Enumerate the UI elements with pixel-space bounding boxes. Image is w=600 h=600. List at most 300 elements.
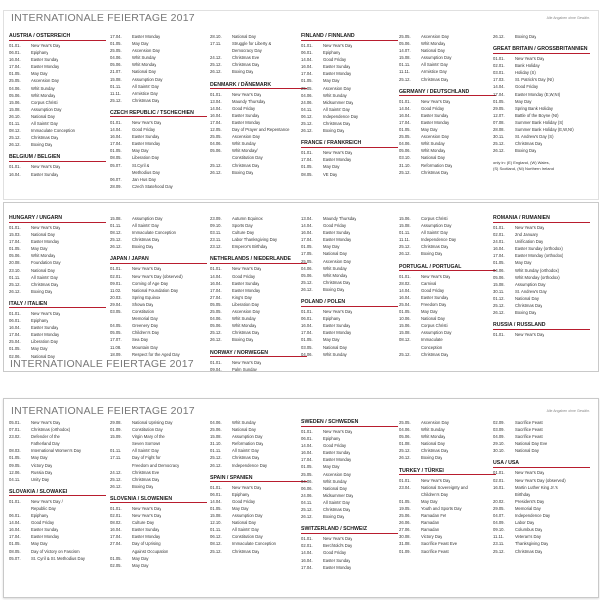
holiday-name: Berchtold's Day: [323, 543, 353, 549]
holiday-date: 01.01.: [110, 119, 122, 125]
holiday-date: 01.01.: [9, 43, 21, 48]
holiday-date: 25.12.: [399, 244, 411, 250]
holiday-date: 11.11.: [493, 534, 505, 540]
holiday-name: Boxing Day: [31, 288, 53, 294]
holiday-column: [399, 419, 496, 555]
holiday-date: 01.11.: [110, 83, 122, 89]
holiday-row: [399, 98, 496, 105]
holiday-date: 04.06.: [493, 267, 505, 273]
holiday-name: Christmas (orthodox): [31, 427, 71, 433]
country-heading: JAPAN / JAPAN: [110, 256, 207, 264]
holiday-row: [210, 68, 307, 75]
holiday-name: Ascension Day: [421, 34, 449, 39]
holiday-date: 25.12.: [301, 507, 313, 513]
holiday-name: May Day: [31, 246, 48, 252]
holiday-row: [493, 533, 590, 540]
holiday-name: Sea Day: [132, 337, 149, 343]
holiday-date: 26.12.: [493, 148, 505, 154]
holiday-date: 26.12.: [493, 34, 505, 39]
card-title: INTERNATIONALE FEIERTAGE 2017: [10, 358, 194, 370]
holiday-row: [399, 419, 496, 426]
holiday-row: [110, 505, 207, 512]
holiday-name: National Day: [31, 353, 55, 359]
holiday-date: 25.05.: [399, 134, 411, 140]
holiday-row: [9, 274, 106, 281]
holiday-row: [210, 505, 307, 512]
holiday-name: Good Friday: [515, 84, 539, 90]
country-heading: DENMARK / DÄNEMARK: [210, 82, 307, 90]
holiday-name: Victory Day: [31, 462, 53, 468]
holiday-row: [399, 280, 496, 287]
holiday-name: Summer Bank Holiday (E,W,NI): [515, 127, 574, 133]
holiday-name: Easter Monday: [323, 237, 352, 243]
holiday-row: [399, 540, 496, 547]
holiday-name: New Year's Day (observed): [515, 477, 566, 483]
holiday-name: Christmas Day: [421, 169, 449, 175]
holiday-row: [9, 310, 106, 317]
holiday-name: Bank Holiday: [515, 63, 540, 69]
holiday-date: 01.01.: [399, 273, 411, 279]
holiday-row: [9, 224, 106, 231]
holiday-row: [210, 119, 307, 126]
holiday-date: 04.06.: [301, 92, 313, 98]
country-heading: SWEDEN / SCHWEDEN: [301, 419, 398, 427]
holiday-row: [399, 533, 496, 540]
holiday-row: [9, 49, 106, 56]
holiday-date: 06.01.: [301, 436, 313, 442]
holiday-date: 01.01.: [210, 266, 222, 272]
holiday-name: Independence Day: [515, 513, 551, 519]
holiday-row: [110, 512, 207, 519]
holiday-name: Christmas Eve: [132, 469, 160, 475]
holiday-row: [110, 33, 207, 40]
holiday-name: Christmas Day: [232, 455, 260, 461]
holiday-row: [210, 491, 307, 498]
holiday-name: Ascension Day: [232, 309, 260, 315]
holiday-row: [210, 265, 307, 272]
holiday-date: [9, 440, 31, 447]
holiday-row: [399, 54, 496, 61]
holiday-row: [301, 322, 398, 329]
holiday-row: [210, 162, 307, 169]
holiday-date: 25.05.: [110, 48, 122, 54]
holiday-row: [110, 183, 207, 190]
holiday-name: All Saints' Day: [421, 230, 448, 236]
holiday-name: Carnival: [421, 280, 437, 286]
holiday-name: Christmas Day: [132, 97, 160, 103]
holiday-row: [110, 315, 207, 322]
holiday-row: [210, 447, 307, 454]
holiday-date: 01.11.: [9, 121, 21, 127]
holiday-name: Boxing Day: [323, 514, 345, 520]
holiday-name: Virgin Mary of the: [132, 434, 165, 440]
country-heading: CZECH REPUBLIC / TSCHECHIEN: [110, 110, 207, 118]
holiday-date: 26.12.: [301, 514, 313, 520]
holiday-row: [9, 548, 106, 555]
holiday-date: 17.04.: [301, 157, 313, 163]
holiday-row: [9, 505, 106, 512]
holiday-name: St. Patrick's Day (NI): [515, 77, 554, 83]
holiday-name: Czech Statehood Day: [132, 183, 173, 189]
holiday-name: Fatherland Day: [31, 441, 60, 447]
holiday-name: May Day: [421, 309, 438, 315]
holiday-name: All Saints' Day: [31, 121, 58, 127]
holiday-row: [399, 76, 496, 83]
holiday-date: 03.05.: [301, 344, 313, 350]
holiday-name: Christmas Day: [323, 279, 351, 285]
holiday-row: [210, 512, 307, 519]
holiday-date: 06.01.: [9, 513, 21, 519]
holiday-date: 12.10.: [210, 520, 222, 526]
holiday-date: 02.01.: [493, 63, 505, 69]
holiday-row: [9, 440, 106, 447]
holiday-row: [301, 272, 398, 279]
holiday-date: 02.01.: [493, 232, 505, 238]
holiday-row: [399, 126, 496, 133]
holiday-date: 16.04.: [301, 64, 313, 70]
holiday-name: New Year's Day: [232, 484, 262, 490]
holiday-row: [399, 548, 496, 555]
holiday-date: 01.01.: [301, 43, 313, 48]
holiday-name: Whit Monday: [31, 253, 56, 259]
holiday-name: Easter Sunday: [323, 323, 351, 329]
holiday-date: 11.08.: [110, 344, 122, 350]
holiday-name: National Day: [232, 520, 256, 526]
holiday-name: Spring Bank Holiday: [515, 105, 553, 111]
holiday-name: Easter Sunday: [232, 112, 260, 118]
holiday-row: [493, 484, 590, 491]
holiday-date: 17.04.: [301, 71, 313, 77]
holiday-row: [493, 526, 590, 533]
holiday-row: [210, 236, 307, 243]
holiday-name: Ascension Day: [323, 85, 351, 91]
holiday-date: 08.05.: [9, 548, 21, 554]
holiday-date: 19.05.: [399, 505, 411, 511]
holiday-name: Mountain Day: [132, 344, 158, 350]
holiday-row: [493, 519, 590, 526]
holiday-name: Easter Sunday: [132, 527, 160, 533]
holiday-row: [110, 273, 207, 280]
holiday-date: 01.11.: [9, 274, 21, 280]
holiday-row: [301, 442, 398, 449]
holiday-name: Epiphany: [31, 318, 49, 324]
holiday-date: 01.11.: [110, 223, 122, 229]
holiday-date: 12.07.: [493, 112, 505, 118]
holiday-name: Ascension Day: [421, 420, 449, 425]
holiday-name: Midsummer Day: [323, 492, 354, 498]
holiday-name: All Saints' Day: [132, 223, 159, 229]
holiday-row: [210, 33, 307, 40]
holiday-row: [493, 281, 590, 288]
holiday-name: Defender of the: [31, 434, 60, 440]
holiday-column: [493, 419, 590, 555]
holiday-name: Good Friday: [323, 550, 347, 556]
holiday-name: Russia Day: [31, 469, 53, 475]
holiday-date: [110, 315, 132, 322]
holiday-row: [493, 76, 590, 83]
holiday-date: 05.07.: [9, 555, 21, 561]
holiday-row: [210, 462, 307, 469]
holiday-date: 27.04.: [110, 541, 122, 547]
holiday-date: 23.02.: [9, 434, 21, 440]
holiday-name: Liberation Day: [132, 155, 160, 161]
holiday-name: New Year's Day: [132, 266, 162, 272]
holiday-name: Day of Prayer and Repentance: [232, 127, 290, 133]
holiday-name: Immaculate: [421, 337, 443, 343]
holiday-row: [110, 308, 207, 315]
holiday-date: 16.04.: [493, 246, 505, 252]
holiday-name: Battle of the Boyne (NI): [515, 112, 559, 118]
holiday-date: 14.04.: [301, 223, 313, 229]
holiday-name: Sacrifice Feast Eve: [421, 541, 458, 547]
holiday-date: 25.12.: [493, 141, 505, 147]
holiday-row: [301, 92, 398, 99]
holiday-name: Whit Sunday: [421, 427, 445, 433]
holiday-date: 25.12.: [399, 76, 411, 82]
holiday-row: [110, 243, 207, 250]
holiday-date: 16.04.: [301, 557, 313, 563]
holiday-date: 14.04.: [210, 105, 222, 111]
holiday-date: 14.04.: [301, 550, 313, 556]
holiday-row: [301, 113, 398, 120]
holiday-row: [9, 317, 106, 324]
holiday-row: [301, 286, 398, 293]
holiday-date: 26.12.: [210, 462, 222, 468]
holiday-row: [493, 238, 590, 245]
holiday-date: 16.04.: [9, 527, 21, 533]
holiday-date: 31.10.: [399, 162, 411, 168]
holiday-name: Epiphany: [323, 50, 341, 56]
holiday-row: [110, 476, 207, 483]
holiday-date: 01.11.: [210, 448, 222, 454]
holiday-date: 25.05.: [301, 85, 313, 91]
holiday-date: 26.12.: [210, 337, 222, 343]
holiday-date: 01.05.: [301, 244, 313, 250]
holiday-name: Easter Monday: [323, 457, 352, 463]
holiday-row: [9, 120, 106, 127]
holiday-name: Immaculate Conception: [31, 128, 75, 134]
holiday-name: International Women's Day: [31, 448, 82, 454]
holiday-date: 08.12.: [110, 230, 122, 236]
holiday-name: St. Andrew's Day (S): [515, 134, 554, 140]
holiday-row: [301, 557, 398, 564]
holiday-date: 21.07.: [110, 69, 122, 75]
holiday-name: Assumption Day: [421, 55, 452, 61]
holiday-row: [493, 426, 590, 433]
holiday-name: President's Day: [515, 498, 545, 504]
holiday-row: [210, 243, 307, 250]
holiday-date: 06.07.: [110, 176, 122, 182]
holiday-name: Christmas Day: [421, 448, 449, 454]
holiday-date: 03.01.: [493, 70, 505, 76]
holiday-row: [110, 562, 207, 569]
holiday-name: Summer Bank Holiday (S): [515, 119, 564, 125]
holiday-name: Christmas Day: [515, 303, 543, 309]
holiday-name: Maundy Thursday: [323, 216, 357, 221]
holiday-row: [493, 133, 590, 140]
card-title: INTERNATIONALE FEIERTAGE 2017: [11, 12, 195, 24]
holiday-name: Easter Monday: [31, 64, 60, 70]
holiday-row: [210, 315, 307, 322]
holiday-name: Assumption Day: [421, 330, 452, 336]
holiday-name: Day of Victory on Fascism: [31, 548, 80, 554]
holiday-date: 04.06.: [301, 478, 313, 484]
holiday-row: [399, 426, 496, 433]
holiday-date: 16.04.: [301, 323, 313, 329]
holiday-name: Methodius Day: [132, 169, 160, 175]
holiday-name: New Year's Day: [132, 513, 162, 519]
holiday-name: Memorial Day: [515, 505, 541, 511]
holiday-row: [9, 331, 106, 338]
holiday-name: Corpus Christi: [421, 323, 448, 329]
holiday-date: 01.01.: [493, 225, 505, 230]
holiday-row: [493, 126, 590, 133]
holiday-row: [493, 309, 590, 316]
holiday-name: Reformation Day: [232, 441, 264, 447]
holiday-name: Whit Monday: [232, 323, 257, 329]
holiday-name: Easter Sunday: [31, 325, 59, 331]
holiday-name: Spring Equinox: [132, 294, 161, 300]
holiday-row: [210, 484, 307, 491]
country-heading: USA / USA: [493, 460, 590, 468]
holiday-date: 25.12.: [301, 121, 313, 127]
holiday-row: [301, 513, 398, 520]
holiday-date: 08.12.: [399, 337, 411, 343]
holiday-row: [110, 287, 207, 294]
holiday-date: 06.06.: [301, 485, 313, 491]
holiday-date: 01.05.: [9, 541, 21, 547]
holiday-date: 01.05.: [493, 260, 505, 266]
holiday-date: 09.10.: [210, 223, 222, 229]
country-heading: NETHERLANDS / NIEDERLANDE: [210, 256, 307, 264]
holiday-date: [110, 440, 132, 447]
holiday-date: 26.12.: [110, 483, 122, 489]
country-heading: SLOVAKIA / SLOWAKEI: [9, 489, 106, 497]
holiday-date: 25.12.: [210, 62, 222, 68]
holiday-name: Greenery Day: [132, 323, 159, 329]
holiday-row: [210, 366, 307, 372]
holiday-row: [9, 288, 106, 295]
country-heading: TURKEY / TÜRKEI: [399, 468, 496, 476]
holiday-row: [110, 454, 207, 461]
holiday-name: Whit Monday: [132, 62, 157, 68]
holiday-name: Christmas Day: [421, 76, 449, 82]
holiday-date: 14.04.: [399, 287, 411, 293]
holiday-row: [210, 98, 307, 105]
holiday-date: 17.04.: [301, 330, 313, 336]
holiday-name: May Day: [31, 346, 48, 352]
holiday-date: 16.04.: [399, 112, 411, 118]
holiday-row: [210, 322, 307, 329]
holiday-date: 01.01.: [493, 332, 505, 338]
holiday-row: [301, 428, 398, 435]
holiday-row: [9, 419, 106, 426]
holiday-name: Whit Sunday: [421, 141, 445, 147]
holiday-row: [210, 169, 307, 176]
holiday-name: King's Day: [232, 294, 252, 300]
holiday-row: [9, 163, 106, 170]
holiday-name: Memorial Day: [132, 316, 158, 322]
holiday-name: Easter Sunday: [323, 230, 351, 236]
holiday-date: 01.01.: [399, 477, 411, 483]
holiday-name: Good Friday: [132, 127, 156, 133]
holiday-name: May Day: [323, 164, 340, 170]
holiday-name: National Uprising Day: [132, 420, 173, 425]
holiday-date: 05.06.: [399, 148, 411, 154]
holiday-name: Constitution Day: [232, 155, 263, 161]
holiday-name: Easter Monday: [323, 157, 352, 163]
holiday-column: [110, 215, 207, 358]
holiday-row: [210, 273, 307, 280]
holiday-row: [493, 469, 590, 476]
holiday-row: [9, 281, 106, 288]
country-heading: SWITZERLAND / SCHWEIZ: [301, 526, 398, 534]
holiday-name: Birthday: [515, 491, 531, 497]
holiday-date: 09.05.: [9, 462, 21, 468]
holiday-date: 23.09.: [210, 216, 222, 221]
holiday-row: [9, 171, 106, 178]
holiday-date: 25.05.: [9, 78, 21, 84]
holiday-column: [399, 215, 496, 358]
holiday-name: Easter Monday: [323, 564, 352, 570]
holiday-row: [110, 147, 207, 154]
holiday-row: [493, 274, 590, 281]
holiday-column: [210, 215, 307, 372]
holiday-row: [301, 56, 398, 63]
holiday-name: Whit Monday: [421, 434, 446, 440]
holiday-date: 08.12.: [210, 541, 222, 547]
holiday-date: 26.12.: [493, 310, 505, 316]
holiday-name: 2nd January: [515, 232, 539, 238]
holiday-name: New Year's Day: [421, 273, 451, 279]
holiday-name: Reformation Day: [421, 162, 453, 168]
holiday-date: 26.12.: [399, 251, 411, 257]
holiday-row: [9, 555, 106, 562]
holiday-date: 01.05.: [399, 309, 411, 315]
holiday-row: [399, 526, 496, 533]
holiday-row: [493, 419, 590, 426]
holiday-date: 23.10.: [9, 267, 21, 273]
holiday-name: Easter Sunday (orthodox): [515, 246, 563, 252]
holiday-name: New Year's Day: [31, 310, 61, 316]
holiday-name: National Day: [515, 295, 539, 301]
holiday-date: 20.08.: [9, 260, 21, 266]
country-heading: FINLAND / FINNLAND: [301, 33, 398, 41]
holiday-date: 14.04.: [9, 520, 21, 526]
holiday-row: [110, 126, 207, 133]
holiday-name: Ascension Day: [31, 78, 59, 84]
holiday-date: 16.04.: [301, 230, 313, 236]
holiday-name: All Saints' Day: [323, 106, 350, 112]
holiday-date: 14.04.: [493, 84, 505, 90]
holiday-row: [110, 469, 207, 476]
holiday-row: [110, 519, 207, 526]
holiday-row: [399, 519, 496, 526]
holiday-date: 30.10.: [493, 448, 505, 454]
holiday-name: Whit Sunday: [232, 141, 256, 147]
holiday-row: [301, 149, 398, 156]
holiday-row: [110, 526, 207, 533]
holiday-name: Democracy Day: [232, 48, 262, 54]
holiday-name: Boxing Day: [421, 455, 443, 461]
holiday-date: 06.12.: [210, 534, 222, 540]
holiday-row: [399, 112, 496, 119]
holiday-date: 01.05.: [110, 148, 122, 154]
holiday-name: National Day: [323, 251, 347, 257]
holiday-date: [493, 491, 515, 498]
holiday-row: [110, 301, 207, 308]
holiday-row: [399, 433, 496, 440]
